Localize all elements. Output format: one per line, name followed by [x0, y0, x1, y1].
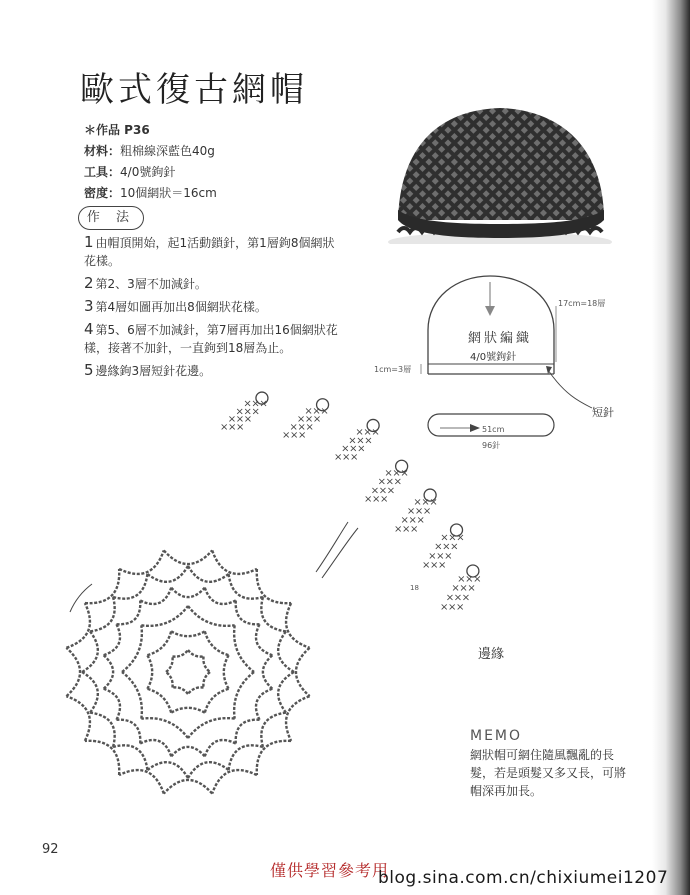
watermark: blog.sina.com.cn/chixiumei1207: [378, 868, 669, 888]
chain-mesh-rings: [66, 550, 309, 793]
chain-loop: [203, 672, 210, 688]
single-crochet-mark: ×: [394, 524, 403, 535]
chain-loop: [188, 687, 204, 694]
single-crochet-mark: ×: [414, 506, 424, 518]
single-crochet-mark: ×: [377, 476, 386, 488]
single-crochet-mark: ×: [251, 398, 260, 410]
single-crochet-mark: ×: [473, 573, 482, 585]
single-crochet-mark: ×: [461, 592, 471, 604]
chain-loop: [212, 770, 257, 794]
single-crochet-mark: ×: [386, 485, 396, 497]
chain-loop: [296, 648, 310, 696]
chain-loop: [166, 656, 173, 672]
single-crochet-mark: ×: [341, 443, 350, 455]
book-spine-shadow: [652, 0, 690, 895]
method-heading: 作 法: [78, 206, 144, 230]
chain-loop: [256, 624, 272, 655]
depth-label: 17cm=18層: [558, 299, 606, 308]
chain-loop: [257, 741, 291, 775]
single-crochet-mark: ×: [228, 422, 237, 433]
single-crochet-mark: ×: [235, 414, 245, 426]
page-title: 歐式復古網帽: [80, 70, 308, 110]
single-crochet-mark: ×: [227, 414, 237, 426]
chain-loop: [171, 747, 205, 756]
page-number: 92: [42, 842, 59, 857]
chain-loop: [286, 603, 310, 648]
sc-label: 短針: [592, 406, 614, 419]
chain-loop: [140, 740, 171, 756]
chain-loop: [188, 606, 235, 626]
chain-loop: [66, 648, 80, 696]
chain-loop: [140, 588, 171, 604]
single-crochet-mark: ×: [342, 452, 351, 463]
single-crochet-mark: ×: [413, 497, 422, 509]
chain-loop: [261, 713, 286, 747]
single-crochet-mark: ×: [220, 422, 229, 433]
picot-mark: [367, 419, 379, 431]
chain-loop: [171, 588, 205, 597]
chain-loop: [263, 655, 272, 689]
chain-loop: [188, 762, 229, 778]
single-crochet-mark: ×: [243, 406, 252, 418]
memo-title: MEMO: [470, 728, 523, 744]
hat-outline: [428, 276, 554, 374]
single-crochet-mark: ×: [467, 583, 476, 595]
chain-loop: [224, 655, 229, 689]
chain-loop: [172, 687, 188, 694]
single-crochet-mark: ×: [372, 494, 381, 505]
chain-loop: [205, 588, 236, 604]
chain-loop: [229, 574, 263, 599]
chain-loop: [205, 689, 229, 713]
chain-loop: [278, 631, 294, 672]
chain-loop: [122, 625, 142, 672]
chain-loop: [172, 650, 188, 657]
chain-loop: [164, 780, 212, 794]
chain-loop: [171, 631, 205, 636]
single-crochet-mark: ×: [378, 485, 388, 497]
single-crochet-mark: ×: [363, 426, 372, 438]
chain-loop: [166, 672, 173, 688]
chain-loop: [261, 597, 286, 631]
chain-loop: [82, 672, 98, 713]
chain-loop: [147, 631, 171, 655]
single-crochet-mark: ×: [429, 497, 438, 509]
single-crochet-mark: ×: [428, 550, 437, 562]
instruction-steps: [84, 233, 344, 384]
chain-loop: [66, 696, 90, 741]
single-crochet-mark: ×: [334, 452, 343, 463]
chain-loop: [229, 745, 263, 770]
picot-mark: [424, 489, 436, 501]
material-row: 材料：粗棉線深藍色40g: [84, 144, 215, 158]
chain-loop: [188, 650, 204, 657]
chain-loop: [212, 550, 257, 574]
single-crochet-mark: ×: [421, 497, 430, 509]
single-crochet-mark: ×: [436, 550, 445, 562]
chain-loop: [257, 569, 291, 603]
picot-mark: [317, 399, 329, 411]
chain-loop: [236, 720, 260, 744]
single-crochet-mark: ×: [304, 413, 314, 425]
chain-loop: [164, 550, 212, 564]
single-crochet-mark: ×: [457, 573, 466, 585]
chain-loop: [188, 718, 235, 738]
single-crochet-mark: ×: [297, 421, 306, 433]
chain-loop: [141, 718, 188, 738]
edge-rows-label: 1cm=3層: [374, 365, 412, 374]
single-crochet-mark: ×: [408, 515, 417, 527]
chain-loop: [256, 689, 272, 720]
single-crochet-mark: ×: [380, 494, 389, 505]
chain-loop: [122, 672, 142, 719]
step-2: 2 第2、3層不加減針。: [84, 274, 207, 292]
picot-mark: [451, 524, 463, 536]
single-crochet-mark: ×: [304, 405, 313, 417]
chain-loop: [234, 625, 254, 672]
single-crochet-mark: ×: [350, 452, 359, 463]
chain-loop: [113, 745, 147, 770]
single-crochet-mark: ×: [289, 421, 298, 433]
edging-stitch-branches: [220, 392, 482, 613]
single-crochet-mark: ×: [364, 494, 373, 505]
single-crochet-mark: ×: [355, 426, 364, 438]
chain-loop: [205, 631, 229, 655]
single-crochet-mark: ×: [440, 602, 449, 613]
single-crochet-mark: ×: [451, 583, 460, 595]
picot-mark: [467, 565, 479, 577]
chain-loop: [147, 689, 171, 713]
single-crochet-mark: ×: [290, 430, 299, 441]
step-5: 5 邊緣鉤3層短針花邊。: [84, 361, 212, 379]
chain-loop: [119, 770, 164, 794]
chain-loop: [82, 631, 98, 672]
material-specs: [84, 120, 217, 204]
single-crochet-mark: ×: [357, 443, 366, 455]
circumference-loop: [428, 414, 554, 436]
single-crochet-mark: ×: [445, 592, 455, 604]
chain-loop: [116, 720, 140, 744]
single-crochet-mark: ×: [356, 435, 365, 447]
single-crochet-mark: ×: [440, 532, 449, 544]
row-18-label: 18: [410, 584, 419, 592]
density-row: 密度：10個網狀＝16cm: [84, 186, 217, 200]
chain-loop: [116, 600, 140, 624]
single-crochet-mark: ×: [422, 560, 431, 571]
single-crochet-mark: ×: [235, 406, 244, 418]
chain-loop: [171, 708, 205, 713]
chain-loop: [113, 574, 147, 599]
tool-row: 工具：4/0號鉤針: [84, 165, 176, 179]
single-crochet-mark: ×: [370, 485, 380, 497]
circ-cm-label: 51cm: [482, 425, 505, 434]
chain-loop: [203, 656, 210, 672]
edge-label: 邊緣: [478, 647, 505, 662]
chain-loop: [147, 762, 188, 778]
chain-loop: [104, 655, 113, 689]
chain-loop: [278, 672, 294, 713]
single-crochet-mark: ×: [450, 541, 459, 553]
single-crochet-mark: ×: [349, 443, 358, 455]
sc-leader-line: [548, 370, 592, 408]
single-crochet-mark: ×: [422, 506, 432, 518]
single-crochet-mark: ×: [416, 515, 425, 527]
chain-loop: [286, 696, 310, 741]
chain-loop: [119, 550, 164, 574]
single-crochet-mark: ×: [434, 541, 443, 553]
single-crochet-mark: ×: [312, 405, 321, 417]
single-crochet-mark: ×: [259, 398, 268, 410]
footer-note: 僅供學習參考用: [270, 861, 390, 880]
chain-loop: [90, 713, 115, 747]
picot-mark: [396, 460, 408, 472]
single-crochet-mark: ×: [430, 560, 439, 571]
single-crochet-mark: ×: [305, 421, 314, 433]
single-crochet-mark: ×: [438, 560, 447, 571]
step-4: 4 第5、6層不加減針，第7層再加出16個網狀花樣，接著不加針，一直鉤到18層為止。: [84, 320, 338, 355]
single-crochet-mark: ×: [442, 541, 451, 553]
step-3: 3 第4層如圖再加出8個網狀花樣。: [84, 297, 267, 315]
chain-loop: [66, 603, 90, 648]
single-crochet-mark: ×: [392, 468, 401, 480]
circ-sts-label: 96針: [482, 441, 501, 450]
single-crochet-mark: ×: [402, 524, 411, 535]
single-crochet-mark: ×: [243, 398, 252, 410]
single-crochet-mark: ×: [448, 602, 457, 613]
chain-loop: [90, 597, 115, 631]
single-crochet-mark: ×: [465, 573, 474, 585]
memo-text: 網狀帽可網住隨風飄亂的長髮，若是頭髮又多又長，可將帽深再加長。: [470, 748, 627, 798]
chain-loop: [85, 741, 119, 775]
single-crochet-mark: ×: [364, 435, 373, 447]
chain-loop: [188, 566, 229, 582]
single-crochet-mark: ×: [444, 550, 453, 562]
chain-loop: [85, 569, 119, 603]
single-crochet-mark: ×: [236, 422, 245, 433]
single-crochet-mark: ×: [348, 435, 357, 447]
single-crochet-mark: ×: [385, 476, 394, 488]
chain-loop: [141, 606, 188, 626]
pattern-label: 網狀編織: [468, 331, 533, 346]
single-crochet-mark: ×: [448, 532, 457, 544]
chain-loop: [205, 740, 236, 756]
single-crochet-mark: ×: [298, 430, 307, 441]
single-crochet-mark: ×: [410, 524, 419, 535]
single-crochet-mark: ×: [282, 430, 291, 441]
single-crochet-mark: ×: [453, 592, 463, 604]
single-crochet-mark: ×: [400, 515, 409, 527]
single-crochet-mark: ×: [371, 426, 380, 438]
step-1: 1 由帽頂開始，起1活動鎖針，第1層鉤8個網狀花樣。: [84, 233, 335, 268]
chain-loop: [147, 566, 188, 582]
work-reference: ＊作品 P36: [84, 123, 150, 137]
single-crochet-mark: ×: [296, 413, 306, 425]
chain-loop: [234, 672, 254, 719]
hat-photo-image: [378, 92, 618, 244]
single-crochet-mark: ×: [320, 405, 329, 417]
chain-loop: [104, 624, 120, 655]
chain-loop: [104, 689, 120, 720]
single-crochet-mark: ×: [459, 583, 468, 595]
hat-photo: [378, 92, 618, 244]
hook-label: 4/0號鉤針: [470, 352, 517, 363]
single-crochet-mark: ×: [251, 406, 260, 418]
single-crochet-mark: ×: [384, 468, 393, 480]
single-crochet-mark: ×: [312, 413, 322, 425]
single-crochet-mark: ×: [243, 414, 253, 426]
chain-loop: [147, 655, 152, 689]
single-crochet-mark: ×: [456, 602, 465, 613]
single-crochet-mark: ×: [393, 476, 402, 488]
single-crochet-mark: ×: [406, 506, 416, 518]
single-crochet-mark: ×: [400, 468, 409, 480]
single-crochet-mark: ×: [456, 532, 465, 544]
chain-loop: [236, 600, 260, 624]
picot-mark: [256, 392, 268, 404]
